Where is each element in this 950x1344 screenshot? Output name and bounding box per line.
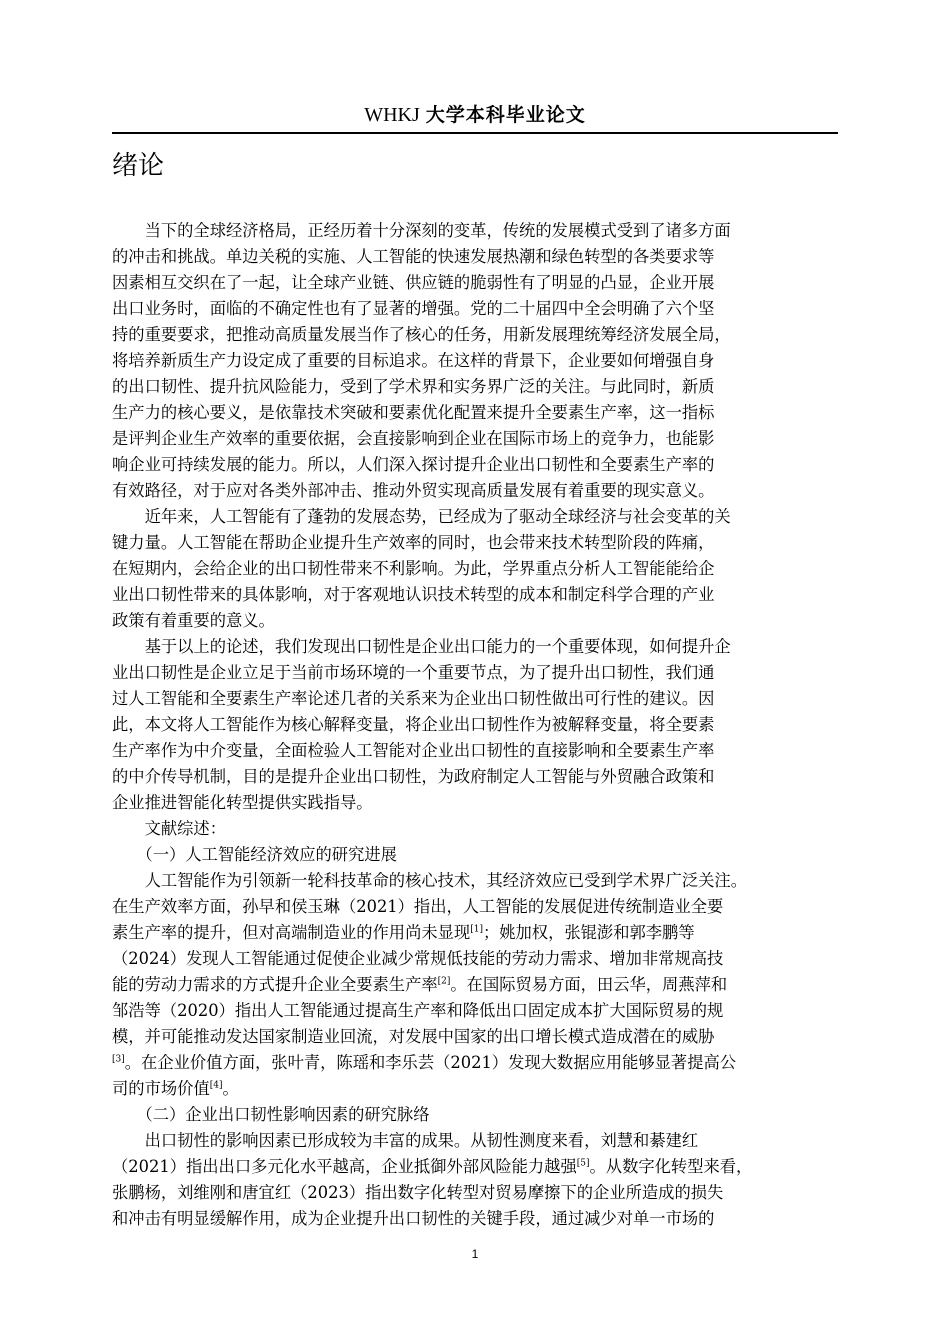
citation-marker: [5]	[576, 1158, 590, 1169]
text-line: 因素相互交织在了一起，让全球产业链、供应链的脆弱性有了明显的凸显，企业开展	[112, 273, 715, 292]
text-line: 有效路径，对于应对各类外部冲击、推动外贸实现高质量发展有着重要的现实意义。	[112, 481, 715, 500]
text-line: 的出口韧性、提升抗风险能力，受到了学术界和实务界广泛的关注。与此同时，新质	[112, 377, 715, 396]
text-line: 的中介传导机制，目的是提升企业出口韧性，为政府制定人工智能与外贸融合政策和	[112, 767, 715, 786]
text-line: 当下的全球经济格局，正经历着十分深刻的变革，传统的发展模式受到了诸多方面	[112, 221, 731, 240]
citation-marker: [1]	[470, 924, 483, 935]
text-line: 是评判企业生产效率的重要依据，会直接影响到企业在国际市场上的竞争力，也能影	[112, 429, 715, 448]
text-line: 生产力的核心要义，是依靠技术突破和要素优化配置来提升全要素生产率，这一指标	[112, 403, 715, 422]
text-line: 基于以上的论述，我们发现出口韧性是企业出口能力的一个重要体现，如何提升企	[112, 637, 731, 656]
text-line: 业出口韧性是企业立足于当前市场环境的一个重要节点，为了提升出口韧性，我们通	[112, 663, 715, 682]
text-line: 近年来，人工智能有了蓬勃的发展态势，已经成为了驱动全球经济与社会变革的关	[112, 507, 731, 526]
text-line: 在生产效率方面，孙早和侯玉琳（2021）指出，人工智能的发展促进传统制造业全要	[112, 897, 724, 916]
text-line: 企业推进智能化转型提供实践指导。	[112, 793, 373, 812]
text-line: 将培养新质生产力设定成了重要的目标追求。在这样的背景下，企业要如何增强自身	[112, 351, 715, 370]
text-line: 张鹏杨，刘维刚和唐宜红（2023）指出数字化转型对贸易摩擦下的企业所造成的损失	[112, 1183, 724, 1202]
text-line: 能的劳动力需求的方式提升企业全要素生产率[2]。在国际贸易方面，田云华，周燕萍和	[112, 975, 728, 994]
text-line: [3]。在企业价值方面，张叶青，陈瑶和李乐芸（2021）发现大数据应用能够显著提高公	[112, 1053, 737, 1072]
text-line: 此，本文将人工智能作为核心解释变量，将企业出口韧性作为被解释变量，将全要素	[112, 715, 715, 734]
text-line: 在短期内，会给企业的出口韧性带来不利影响。为此，学界重点分析人工智能能给企	[112, 559, 715, 578]
text-line: （一）人工智能经济效应的研究进展	[112, 845, 397, 864]
text-line: 出口业务时，面临的不确定性也有了显著的增强。党的二十届四中全会明确了六个坚	[112, 299, 715, 318]
text-line: 的冲击和挑战。单边关税的实施、人工智能的快速发展热潮和绿色转型的各类要求等	[112, 247, 715, 266]
text-line: （二）企业出口韧性影响因素的研究脉络	[112, 1105, 430, 1124]
text-line: 键力量。人工智能在帮助企业提升生产效率的同时，也会带来技术转型阶段的阵痛，	[112, 533, 715, 552]
text-line: 生产率作为中介变量，全面检验人工智能对企业出口韧性的直接影响和全要素生产率	[112, 741, 715, 760]
text-line: 过人工智能和全要素生产率论述几者的关系来为企业出口韧性做出可行性的建议。因	[112, 689, 715, 708]
text-line: 政策有着重要的意义。	[112, 611, 275, 630]
running-header	[112, 100, 838, 130]
header-rule	[112, 132, 838, 134]
text-line: 模，并可能推动发达国家制造业回流，对发展中国家的出口增长模式造成潜在的威胁	[112, 1027, 715, 1046]
text-line: 响企业可持续发展的能力。所以，人们深入探讨提升企业出口韧性和全要素生产率的	[112, 455, 715, 474]
header-latin: WHKJ	[364, 104, 420, 126]
text-line: 和冲击有明显缓解作用，成为企业提升出口韧性的关键手段，通过减少对单一市场的	[112, 1209, 715, 1228]
text-line: 人工智能作为引领新一轮科技革命的核心技术，其经济效应已受到学术界广泛关注。	[112, 871, 747, 890]
text-line: 持的重要要求，把推动高质量发展当作了核心的任务，用新发展理统筹经济发展全局，	[112, 325, 731, 344]
text-line: 文献综述：	[112, 819, 226, 838]
text-line: 业出口韧性带来的具体影响，对于客观地认识技术转型的成本和制定科学合理的产业	[112, 585, 715, 604]
page-number: 1	[471, 1247, 479, 1261]
text-line: 素生产率的提升，但对高端制造业的作用尚未显现[1]；姚加权，张锟澎和郭李鹏等	[112, 923, 695, 942]
header-title: 大学本科毕业论文	[425, 104, 586, 126]
text-line: （2021）指出出口多元化水平越高，企业抵御外部风险能力越强[5]。从数字化转型来看，	[112, 1157, 753, 1176]
citation-marker: [3]	[112, 1054, 125, 1065]
chapter-title: 绪论	[112, 151, 165, 181]
text-line: 司的市场价值[4]。	[112, 1079, 239, 1098]
body-text	[112, 218, 849, 1232]
text-line: 出口韧性的影响因素已形成较为丰富的成果。从韧性测度来看，刘慧和綦建红	[112, 1131, 699, 1150]
citation-marker: [4]	[209, 1080, 223, 1091]
citation-marker: [2]	[437, 976, 451, 987]
text-line: （2024）发现人工智能通过促使企业减少常规低技能的劳动力需求、增加非常规高技	[112, 949, 724, 968]
text-line: 邹浩等（2020）指出人工智能通过提高生产率和降低出口固定成本扩大国际贸易的规	[112, 1001, 724, 1020]
